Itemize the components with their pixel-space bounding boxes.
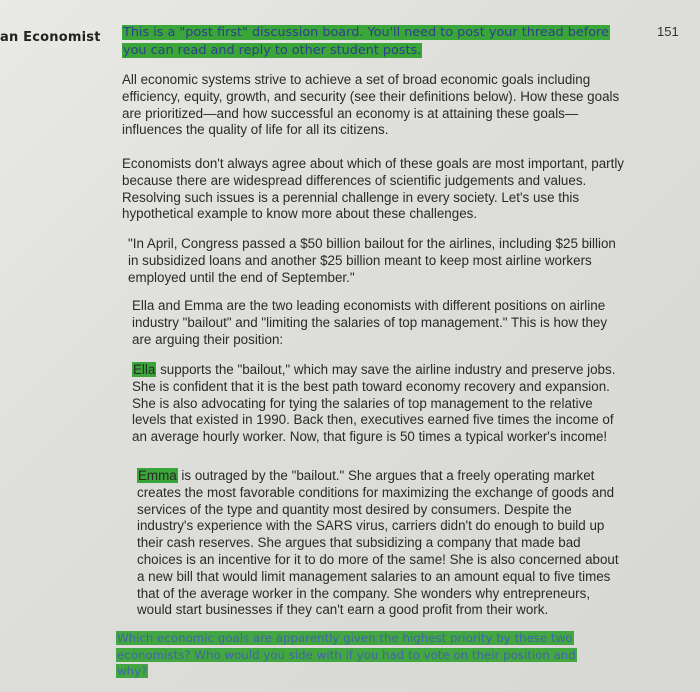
- intro-paragraph: [122, 72, 628, 139]
- notice-text: This is a "post first" discussion board. You'll need to post your thread before you can read and reply to other student posts.: [123, 25, 609, 58]
- paragraph-text: Economists don't always agree about which of these goals are most important, partly because there are widespread differences of scientific judgements and values. Resolving such issues is a perennial challenge in every society. Let's use this hypothetical example to know more about these challenges.: [122, 156, 624, 222]
- paragraph-text: All economic systems strive to achieve a set of broad economic goals including efficiency, equity, growth, and security (see their definitions below). How these goals are prioritized—and how successful an economy is at attaining these goals—influences the quality of life for all its citizens.: [122, 72, 620, 138]
- emma-text: is outraged by the "bailout." She argues that a freely operating market creates the most favorable conditions for maximizing the exchange of goods and services of the type and quantity most desired by consumers. Despite the industry's experience with the SARS virus, carriers didn't do enough to build up their cash reserves. She argues that subsidizing a company that made bad choices is an incentive for it to do more of the same! She is also concerned about a new bill that would limit management salaries to an amount equal to five times that of the average worker in the company. She wonders why entrepreneurs, would start businesses if they can't earn a good profit from their work.: [137, 468, 619, 618]
- emma-position: [137, 468, 621, 619]
- discussion-notice: [122, 24, 628, 60]
- ella-name: Ella: [133, 362, 156, 377]
- ella-text: supports the "bailout," which may save the airline industry and preserve jobs. She is confident that it is the best path toward economy recovery and expansion. She is also advocating for tying the salaries of top management to the relative levels that existed in 1990. Back then, executives earned five times the income of an average hourly worker. Now, that figure is 50 times a typical worker's income!: [132, 362, 616, 445]
- discussion-question: [116, 630, 596, 680]
- question-text: Which economic goals are apparently given the highest priority by these two economists? Who would you side with if you had to vote on their position and why?: [117, 631, 576, 678]
- ella-paragraph: [132, 362, 624, 446]
- economists-paragraph: [122, 156, 628, 223]
- page-number: 151: [657, 24, 679, 39]
- chapter-header: an Economist: [0, 30, 101, 45]
- emma-paragraph: [137, 468, 621, 619]
- quote-text: "In April, Congress passed a $50 billion bailout for the airlines, including $25 billion in subsidized loans and another $25 billion meant to keep most airline workers employed until the end of September.": [128, 236, 616, 285]
- bailout-quote: [128, 236, 618, 286]
- paragraph-text: Ella and Emma are the two leading economists with different positions on airline industry "bailout" and "limiting the salaries of top management." This is how they are arguing their position:: [132, 298, 608, 347]
- emma-name: Emma: [138, 468, 177, 483]
- ella-position: [132, 362, 624, 446]
- positions-intro: [132, 298, 622, 348]
